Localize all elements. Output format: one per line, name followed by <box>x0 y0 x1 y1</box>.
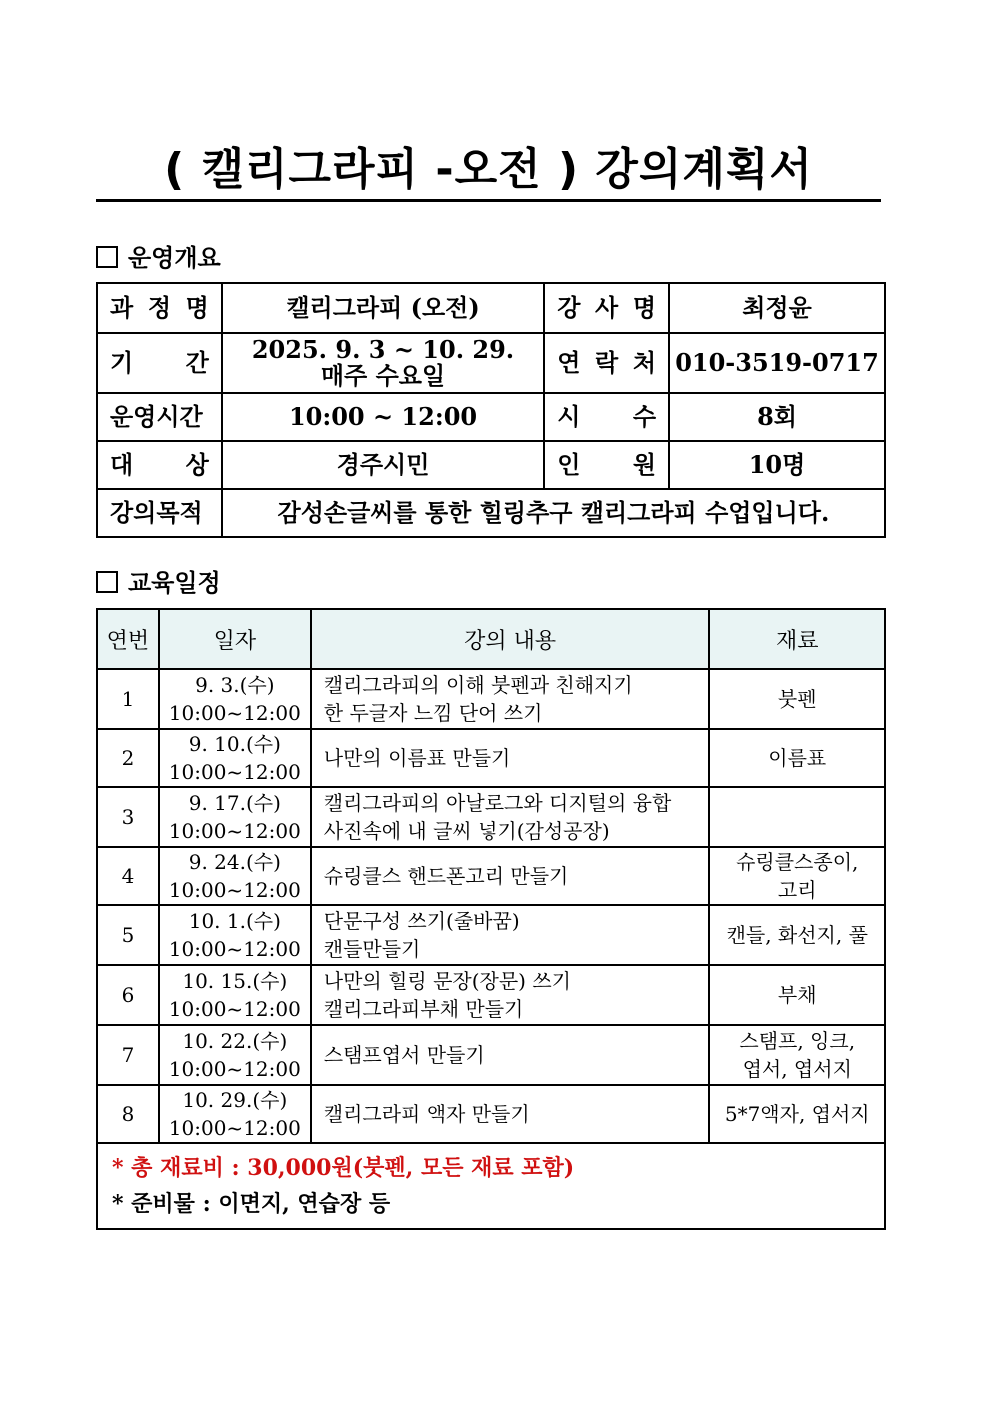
section-schedule-label: 교육일정 <box>128 569 221 597</box>
row-material-line: 5*7액자, 엽서지 <box>724 1102 870 1126</box>
row-date-day: 9. 17.(수) <box>188 791 281 815</box>
row-material-line: 붓펜 <box>777 687 817 711</box>
capacity-value: 10명 <box>669 441 885 489</box>
row-content <box>311 1085 710 1143</box>
contact-label: 연 락 처 <box>544 333 669 393</box>
time-label: 운영시간 <box>97 393 222 441</box>
row-date <box>159 965 311 1025</box>
row-content <box>311 787 710 847</box>
header-content: 강의 내용 <box>311 609 710 669</box>
table-row <box>97 1085 885 1143</box>
purpose-label: 강의목적 <box>97 489 222 537</box>
row-content-line: 슈링클스 핸드폰고리 만들기 <box>323 864 569 888</box>
row-material-line: 고리 <box>777 878 817 902</box>
target-label: 대 상 <box>97 441 222 489</box>
row-content-line: 나만의 힐링 문장(장문) 쓰기 <box>323 969 571 993</box>
row-content <box>311 729 710 787</box>
schedule-table <box>96 608 886 1230</box>
sessions-label: 시 수 <box>544 393 669 441</box>
capacity-label: 인 원 <box>544 441 669 489</box>
instructor-value: 최정윤 <box>669 283 885 333</box>
supplies-note: * 준비물 : 이면지, 연습장 등 <box>112 1191 391 1217</box>
row-content <box>311 669 710 729</box>
row-no: 3 <box>97 787 159 847</box>
row-material <box>709 847 885 905</box>
row-content-line: 단문구성 쓰기(줄바꿈) <box>323 909 520 933</box>
row-no: 1 <box>97 669 159 729</box>
row-date-day: 10. 15.(수) <box>182 969 288 993</box>
row-date <box>159 1025 311 1085</box>
row-content-line: 스탬프엽서 만들기 <box>323 1043 485 1067</box>
row-material <box>709 905 885 965</box>
row-date <box>159 787 311 847</box>
row-date-time: 10:00~12:00 <box>168 1116 301 1140</box>
table-row <box>97 669 885 729</box>
table-row <box>97 1025 885 1085</box>
row-content-line: 나만의 이름표 만들기 <box>323 746 511 770</box>
row-no: 8 <box>97 1085 159 1143</box>
row-content-line: 캘리그라피의 아날로그와 디지털의 융합 <box>323 791 672 815</box>
row-no: 2 <box>97 729 159 787</box>
time-value: 10:00 ~ 12:00 <box>222 393 544 441</box>
period-label: 기 간 <box>97 333 222 393</box>
row-content <box>311 847 710 905</box>
section-overview-heading <box>96 243 221 273</box>
target-value: 경주시민 <box>222 441 544 489</box>
row-material <box>709 1085 885 1143</box>
row-material <box>709 1025 885 1085</box>
row-date-time: 10:00~12:00 <box>168 760 301 784</box>
row-date-day: 10. 1.(수) <box>188 909 281 933</box>
row-date-time: 10:00~12:00 <box>168 997 301 1021</box>
row-date <box>159 847 311 905</box>
material-fee-note: * 총 재료비 : 30,000원(붓펜, 모든 재료 포함) <box>112 1155 575 1181</box>
contact-value: 010-3519-0717 <box>669 333 885 393</box>
row-material-line: 이름표 <box>768 746 827 770</box>
row-material-line: 스탬프, 잉크, <box>739 1029 856 1053</box>
row-content-line: 캔들만들기 <box>323 937 421 961</box>
row-no: 5 <box>97 905 159 965</box>
notes-row <box>97 1143 885 1229</box>
row-content-line: 한 두글자 느낌 단어 쓰기 <box>323 701 543 725</box>
course-value: 캘리그라피 (오전) <box>222 283 544 333</box>
notes-cell <box>97 1143 885 1229</box>
period-value <box>222 333 544 393</box>
sessions-value: 8회 <box>669 393 885 441</box>
row-date <box>159 669 311 729</box>
row-material-line: 슈링클스종이, <box>736 850 859 874</box>
overview-table <box>96 282 886 538</box>
row-date-time: 10:00~12:00 <box>168 878 301 902</box>
checkbox-square-icon <box>96 571 118 593</box>
row-content-line: 사진속에 내 글씨 넣기(감성공장) <box>323 819 610 843</box>
row-content-line: 캘리그라피부채 만들기 <box>323 997 524 1021</box>
table-row <box>97 729 885 787</box>
row-no: 4 <box>97 847 159 905</box>
row-material-line: 부채 <box>777 983 817 1007</box>
table-row <box>97 847 885 905</box>
row-date <box>159 1085 311 1143</box>
table-row <box>97 965 885 1025</box>
row-date <box>159 905 311 965</box>
row-material <box>709 965 885 1025</box>
row-material-line: 캔들, 화선지, 풀 <box>726 923 868 947</box>
row-date-day: 10. 22.(수) <box>182 1029 288 1053</box>
row-material-line: 엽서, 엽서지 <box>742 1057 852 1081</box>
row-date-time: 10:00~12:00 <box>168 1057 301 1081</box>
row-content-line: 캘리그라피 액자 만들기 <box>323 1102 530 1126</box>
row-date-time: 10:00~12:00 <box>168 819 301 843</box>
row-date <box>159 729 311 787</box>
row-content-line: 캘리그라피의 이해 붓펜과 친해지기 <box>323 673 633 697</box>
period-dates: 2025. 9. 3 ~ 10. 29. <box>251 335 515 364</box>
row-date-day: 9. 3.(수) <box>195 673 275 697</box>
row-content <box>311 905 710 965</box>
header-no: 연번 <box>97 609 159 669</box>
course-label: 과 정 명 <box>97 283 222 333</box>
row-material <box>709 787 885 847</box>
table-row <box>97 905 885 965</box>
header-material: 재료 <box>709 609 885 669</box>
checkbox-square-icon <box>96 246 118 268</box>
instructor-label: 강 사 명 <box>544 283 669 333</box>
period-weekday: 매주 수요일 <box>320 361 446 390</box>
row-date-time: 10:00~12:00 <box>168 937 301 961</box>
row-date-day: 9. 10.(수) <box>188 732 281 756</box>
table-row <box>97 787 885 847</box>
row-content <box>311 965 710 1025</box>
row-date-day: 10. 29.(수) <box>182 1088 288 1112</box>
row-material <box>709 729 885 787</box>
section-schedule-heading <box>96 568 221 598</box>
document-title: ( 캘리그라피 -오전 ) 강의계획서 <box>96 138 881 202</box>
header-date: 일자 <box>159 609 311 669</box>
row-material <box>709 669 885 729</box>
row-no: 7 <box>97 1025 159 1085</box>
row-date-day: 9. 24.(수) <box>188 850 281 874</box>
section-overview-label: 운영개요 <box>128 244 221 272</box>
purpose-value: 감성손글씨를 통한 힐링추구 캘리그라피 수업입니다. <box>222 489 885 537</box>
row-no: 6 <box>97 965 159 1025</box>
row-content <box>311 1025 710 1085</box>
row-date-time: 10:00~12:00 <box>168 701 301 725</box>
